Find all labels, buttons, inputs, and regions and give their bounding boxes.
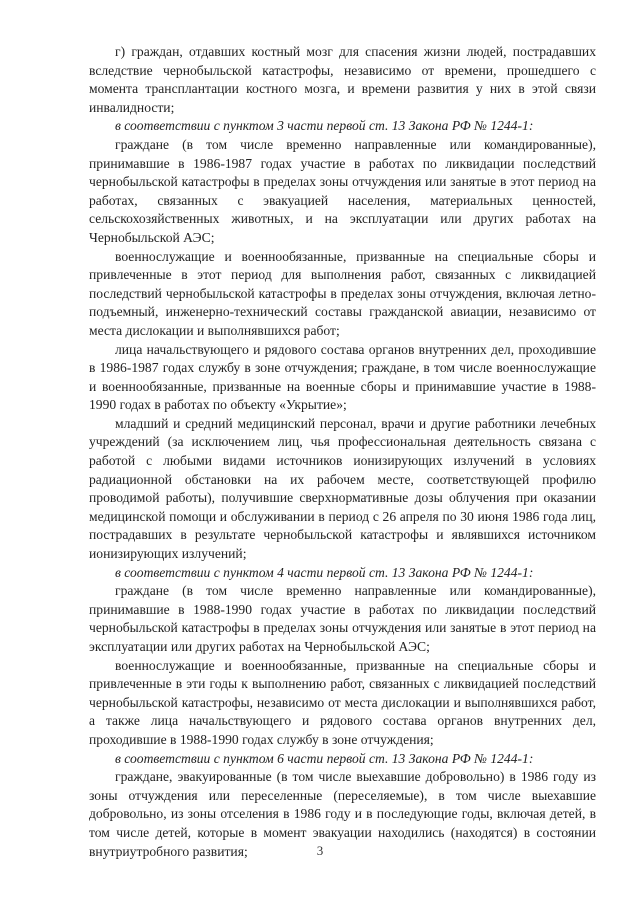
page-number: 3 [316, 843, 324, 858]
paragraph-military-1986-1987: военнослужащие и военнообязанные, призванные на специальные сборы и привлеченные в этот период для выполнения работ, связанных с ликвидацией последствий чернобыльской катастрофы в пределах зоны отчуждения, включая летно-подъемный, инженерно-технический составы гражданской авиации, независимо от места дислокации и выполнявшихся работ; [89, 248, 596, 338]
paragraph-military-1988-1990: военнослужащие и военнообязанные, призванные на специальные сборы и привлеченные в эти годы к выполнению работ, связанных с ликвидацией последствий чернобыльской катастрофы, независимо от места дислокации и выполнявшихся работ, а также лица начальствующего и рядового состава органов внутренних дел, проходившие в 1988-1990 годах службу в зоне отчуждения; [89, 657, 596, 747]
document-body [89, 43, 596, 861]
paragraph-bone-marrow-donors: г) граждан, отдавших костный мозг для спасения жизни людей, пострадавших вследствие чернобыльской катастрофы, независимо от времени, прошедшего с момента трансплантации костного мозга, и времени развития у них в этой связи инвалидности; [89, 44, 596, 115]
paragraph-medical-personnel: младший и средний медицинский персонал, врачи и другие работники лечебных учреждений (за исключением лиц, чья профессиональная деятельность связана с работой с любыми видами источников ионизирующих излучений в условиях радиационной обстановки на их рабочем месте, соответствующей профилю проводимой работы), получившие сверхнормативные дозы облучения при оказании медицинской помощи и обслуживании в период с 26 апреля по 30 июня 1986 года лиц, пострадавших в результате чернобыльской катастрофы и являвшихся источником ионизирующих излучений; [89, 415, 596, 562]
paragraph-internal-affairs-1986-1987: лица начальствующего и рядового состава органов внутренних дел, проходившие в 1986-1987 годах службу в зоне отчуждения; граждане, в том числе военнослужащие и военнообязанные, призванные на военные сборы и принимавшие участие в 1988-1990 годах в работах по объекту «Укрытие»; [89, 341, 596, 413]
section-heading-point-4: в соответствии с пунктом 4 части первой ст. 13 Закона РФ № 1244-1: [115, 564, 534, 580]
paragraph-evacuated-citizens: граждане, эвакуированные (в том числе выехавшие добровольно) в 1986 году из зоны отчуждения или переселенные (переселяемые), в том числе выехавшие добровольно, из зоны отселения в 1986 году и в последующие годы, включая детей, в том числе детей, которые в момент эвакуации находились (находятся) в состоянии внутриутробного развития; [89, 769, 596, 859]
section-heading-point-3: в соответствии с пунктом 3 части первой ст. 13 Закона РФ № 1244-1: [115, 118, 534, 134]
paragraph-citizens-1986-1987: граждане (в том числе временно направленные или командированные), принимавшие в 1986-1987 годах участие в работах по ликвидации последствий чернобыльской катастрофы в пределах зоны отчуждения или занятые в этот период на работах, связанных с эвакуацией населения, материальных ценностей, сельскохозяйственных животных, и на эксплуатации или других работах на Чернобыльской АЭС; [89, 136, 596, 245]
section-heading-point-6: в соответствии с пунктом 6 части первой ст. 13 Закона РФ № 1244-1: [115, 750, 534, 766]
paragraph-citizens-1988-1990: граждане (в том числе временно направленные или командированные), принимавшие в 1988-1990 годах участие в работах по ликвидации последствий чернобыльской катастрофы в пределах зоны отчуждения или занятые в этот период на эксплуатации или других работах на Чернобыльской АЭС; [89, 583, 596, 654]
